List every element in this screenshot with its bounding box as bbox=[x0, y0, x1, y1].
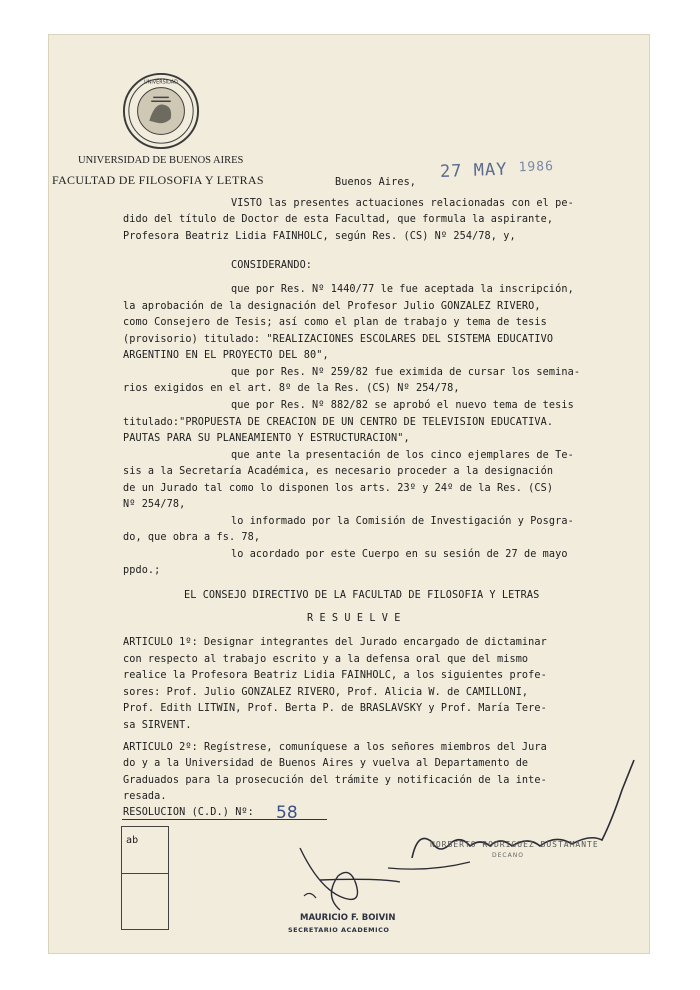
date-stamp-day-month: 27 MAY bbox=[439, 159, 508, 182]
resolution-label: RESOLUCION (C.D.) Nº: bbox=[123, 807, 254, 818]
faculty-name: FACULTAD DE FILOSOFIA Y LETRAS bbox=[52, 173, 264, 187]
article-1-line: Prof. Edith LITWIN, Prof. Berta P. de BRASLAVSKY y Prof. María Tere- bbox=[123, 703, 547, 714]
body-line: como Consejero de Tesis; así como el plan de trabajo y tema de tesis bbox=[123, 317, 547, 328]
margin-box-label: ab bbox=[126, 835, 139, 846]
body-line: dido del título de Doctor de esta Facultad, que formula la aspirante, bbox=[123, 214, 554, 225]
body-line: que por Res. Nº 259/82 fue eximida de cursar los semina- bbox=[231, 367, 581, 378]
body-line: Nº 254/78, bbox=[123, 499, 186, 510]
secretary-name-stamp: MAURICIO F. BOIVIN bbox=[300, 913, 396, 923]
article-1-line: realice la Profesora Beatriz Lidia FAINHOLC, a los siguientes profe- bbox=[123, 670, 547, 681]
body-line: (provisorio) titulado: "REALIZACIONES ESCOLARES DEL SISTEMA EDUCATIVO bbox=[123, 334, 554, 345]
body-line: rios exigidos en el art. 8º de la Res. (CS) Nº 254/78, bbox=[123, 383, 460, 394]
body-line: lo informado por la Comisión de Investigación y Posgra- bbox=[231, 516, 574, 527]
date-stamp-year: 1986 bbox=[518, 159, 555, 176]
body-line: titulado:"PROPUESTA DE CREACION DE UN CENTRO DE TELEVISION EDUCATIVA. bbox=[123, 417, 554, 428]
article-1-line: sores: Prof. Julio GONZALEZ RIVERO, Prof. Alicia W. de CAMILLONI, bbox=[123, 687, 529, 698]
body-line: sis a la Secretaría Académica, es necesario proceder a la designación bbox=[123, 466, 554, 477]
article-2-line: resada. bbox=[123, 791, 167, 802]
body-line: que por Res. Nº 1440/77 le fue aceptada la inscripción, bbox=[231, 284, 574, 295]
body-line: PAUTAS PARA SU PLANEAMIENTO Y ESTRUCTURACION", bbox=[123, 433, 410, 444]
body-line: ARGENTINO EN EL PROYECTO DEL 80", bbox=[123, 350, 329, 361]
university-name: UNIVERSIDAD DE BUENOS AIRES bbox=[78, 155, 244, 166]
body-line: la aprobación de la designación del Profesor Julio GONZALEZ RIVERO, bbox=[123, 301, 541, 312]
article-2-line: Graduados para la prosecución del trámite y notificación de la inte- bbox=[123, 775, 547, 786]
body-line: do, que obra a fs. 78, bbox=[123, 532, 261, 543]
body-line: que por Res. Nº 882/82 se aprobó el nuevo tema de tesis bbox=[231, 400, 574, 411]
body-line: lo acordado por este Cuerpo en su sesión de 27 de mayo bbox=[231, 549, 568, 560]
resolution-number: 58 bbox=[276, 803, 298, 823]
article-1-line: con respecto al trabajo escrito y a la defensa oral que del mismo bbox=[123, 654, 529, 665]
body-line: VISTO las presentes actuaciones relacionadas con el pe- bbox=[231, 198, 574, 209]
article-1-line: sa SIRVENT. bbox=[123, 720, 192, 731]
article-1-line: ARTICULO 1º: Designar integrantes del Jurado encargado de dictaminar bbox=[123, 637, 547, 648]
svg-text:UNIVERSIDAD: UNIVERSIDAD bbox=[144, 79, 178, 86]
body-line: que ante la presentación de los cinco ejemplares de Te- bbox=[231, 450, 574, 461]
secretary-title-stamp: SECRETARIO ACADEMICO bbox=[288, 926, 390, 934]
council-heading: EL CONSEJO DIRECTIVO DE LA FACULTAD DE FILOSOFIA Y LETRAS bbox=[184, 590, 540, 601]
dean-name-stamp: NORBERTO RODRIGUEZ BUSTAMANTE bbox=[430, 840, 599, 849]
considerando-heading: CONSIDERANDO: bbox=[231, 260, 313, 271]
city-label: Buenos Aires, bbox=[335, 177, 417, 188]
resuelve-heading: R E S U E L V E bbox=[307, 613, 401, 624]
body-line: de un Jurado tal como lo disponen los arts. 23º y 24º de la Res. (CS) bbox=[123, 483, 554, 494]
article-2-line: ARTICULO 2º: Regístrese, comuníquese a los señores miembros del Jura bbox=[123, 742, 547, 753]
article-2-line: do y a la Universidad de Buenos Aires y vuelva al Departamento de bbox=[123, 758, 529, 769]
body-line: ppdo.; bbox=[123, 565, 161, 576]
dean-title-stamp: DECANO bbox=[492, 852, 524, 859]
body-line: Profesora Beatriz Lidia FAINHOLC, según Res. (CS) Nº 254/78, y, bbox=[123, 231, 516, 242]
